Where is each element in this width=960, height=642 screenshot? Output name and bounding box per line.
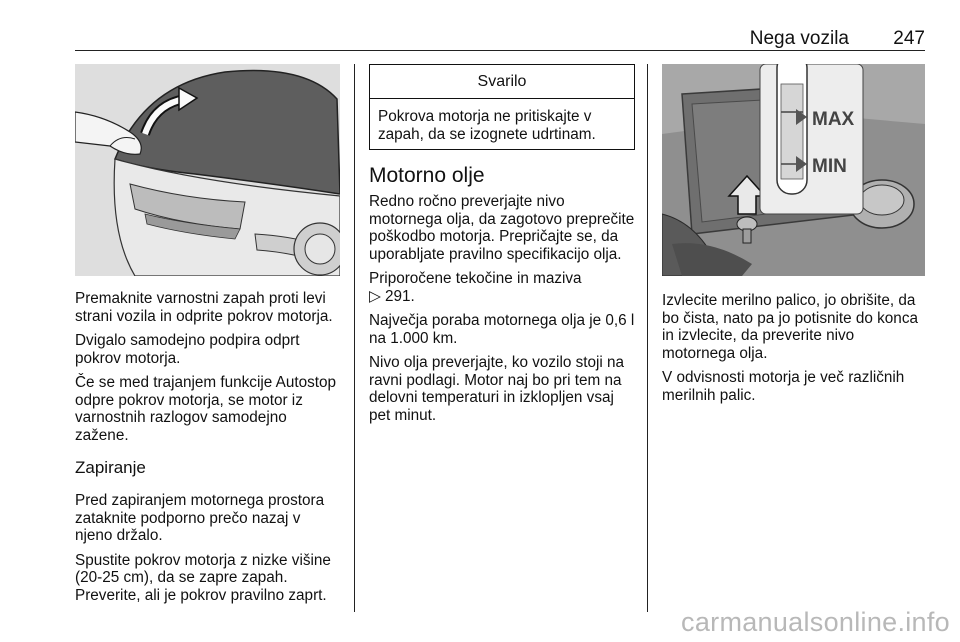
page-reference-icon: ▷	[369, 287, 381, 305]
paragraph: Pred zapiranjem motornega prostora zataknite podporno prečo nazaj v njeno držalo.	[75, 492, 325, 544]
paragraph: Dvigalo samodejno podpira odprt pokrov motorja.	[75, 332, 300, 367]
column-left	[75, 64, 342, 611]
section-title: Nega vozila	[749, 28, 849, 49]
column-middle	[369, 64, 637, 431]
car-hood-drawing	[75, 64, 340, 276]
page-reference: 291.	[385, 287, 415, 305]
column-right	[662, 64, 928, 411]
min-label: MIN	[812, 156, 847, 177]
warning-text: Pokrova motorja ne pritiskajte v zapah, da se izognete udrtinam.	[378, 108, 596, 143]
section-heading-engine-oil: Motorno olje	[369, 164, 485, 187]
paragraph: Premaknite varnostni zapah proti levi strani vozila in odprite pokrov motorja.	[75, 290, 333, 325]
warning-box	[369, 64, 635, 150]
paragraph: Redno ročno preverjajte nivo motornega olja, da zagotovo preprečite poškodbo motorja. Prepričajte se, da uporabljate pravilno specifikacijo olja.	[369, 193, 635, 263]
reference-text: Priporočene tekočine in maziva	[369, 270, 582, 287]
page-header	[75, 28, 925, 50]
paragraph: Spustite pokrov motorja z nizke višine (20-25 cm), da se zapre zapah. Preverite, ali je pokrov pravilno zaprt.	[75, 551, 331, 604]
warning-title: Svarilo	[370, 65, 634, 99]
dipstick-illustration	[662, 64, 925, 276]
paragraph: Nivo olja preverjajte, ko vozilo stoji na ravni podlagi. Motor naj bo pri tem na delovni temperaturi in izklopljen vsaj pet minut.	[369, 354, 625, 424]
column-divider	[354, 64, 355, 612]
max-label: MAX	[812, 109, 855, 130]
paragraph: Če se med trajanjem funkcije Autostop odpre pokrov motorja, se motor iz varnostnih razlogov samodejno zažene.	[75, 374, 337, 444]
paragraph: Največja poraba motornega olja je 0,6 l na 1.000 km.	[369, 312, 635, 347]
header-rule	[75, 50, 925, 51]
column-divider	[647, 64, 648, 612]
hood-opening-illustration	[75, 64, 340, 276]
page-number: 247	[893, 28, 925, 49]
paragraph	[369, 270, 637, 305]
paragraph: Izvlecite merilno palico, jo obrišite, da bo čista, nato pa jo potisnite do konca in izvlecite, da preverite nivo motornega olja.	[662, 292, 918, 362]
engine-bay-drawing	[662, 64, 925, 276]
paragraph: V odvisnosti motorja je več različnih merilnih palic.	[662, 369, 905, 404]
watermark: carmanualsonline.info	[681, 607, 950, 637]
subheading-closing: Zapiranje	[75, 458, 146, 477]
